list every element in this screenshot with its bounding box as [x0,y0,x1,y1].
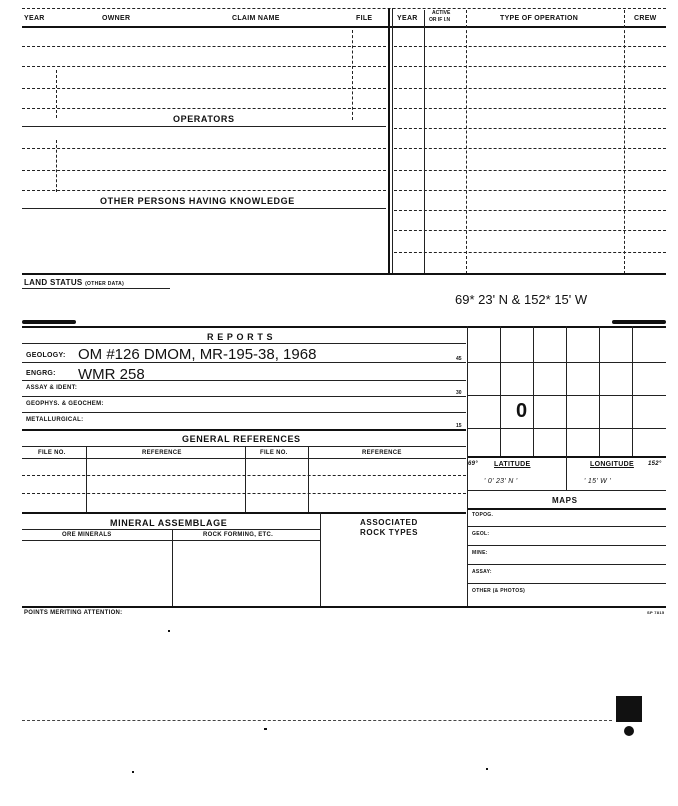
header-active-line1: ACTIVE [432,10,451,16]
maps-topog: TOPOG. [472,512,494,518]
maps-mine: MINE: [472,550,488,556]
maps-row-2 [468,545,666,546]
right-row-6 [394,148,666,149]
grid-v-4 [599,326,600,456]
engrg-value: WMR 258 [78,366,145,383]
mineral-title-rule [22,529,320,530]
grid-v-5 [632,326,633,456]
mineral-header-rule [22,540,320,541]
right-row-5 [394,128,666,129]
right-row-10 [394,230,666,231]
maps-geol: GEOL: [472,531,490,537]
maps-assay: ASSAY: [472,569,492,575]
other-persons-rule [22,208,386,209]
gen-ref-header-rule [22,458,466,459]
right-row-2 [394,66,666,67]
metallurgical-label: METALLURGICAL: [26,417,84,423]
lat-long-rule [468,490,666,491]
row-number-30: 30 [456,390,462,396]
other-persons-label: OTHER PERSONS HAVING KNOWLEDGE [100,196,295,206]
ref-file-no-2: FILE NO. [260,450,288,456]
header-year-2: YEAR [397,15,418,22]
edge-mark-left [22,320,76,324]
geophys-rule [22,412,466,413]
ore-minerals-label: ORE MINERALS [62,532,112,538]
left-row-1 [22,46,386,47]
points-meriting-label: POINTS MERITING ATTENTION: [24,610,123,616]
right-row-8 [394,190,666,191]
mineral-assemblage-title: MINERAL ASSEMBLAGE [110,518,228,528]
edge-mark-right [612,320,666,324]
assay-label: ASSAY & IDENT: [26,385,78,391]
coordinates-note: 69* 23' N & 152* 15' W [455,292,588,307]
scan-artifact-dot [624,726,634,736]
top-table-bottom [22,273,666,275]
longitude-value: ' 15' W ' [584,478,611,485]
geology-rule [22,362,466,363]
top-border [22,8,666,9]
longitude-suffix: 152° [648,461,662,467]
op-row-2 [22,170,386,171]
land-status-label: LAND STATUS (OTHER DATA) [24,278,125,287]
gen-ref-bottom [22,512,466,514]
operators-label: OPERATORS [173,114,235,124]
grid-v-2 [533,326,534,456]
ref-reference-2: REFERENCE [362,450,402,456]
right-row-11 [394,252,666,253]
left-row-2 [22,66,386,67]
scan-artifact-block [616,696,642,722]
header-active-line2: OR IF I.N [429,17,451,23]
reports-title-rule [22,343,466,344]
longitude-label: LONGITUDE [590,461,634,468]
right-row-7 [394,170,666,171]
gen-ref-col-2 [245,446,246,512]
scan-artifact-speck-3 [132,771,134,773]
header-type-of-operation: TYPE OF OPERATION [500,15,579,22]
header-rule [22,26,666,28]
form-number: SP 7815 [647,610,665,615]
left-col-divider-1 [56,70,57,118]
grid-v-3 [566,326,567,456]
associated-line-1: ASSOCIATED [360,518,418,527]
maps-row-1 [468,526,666,527]
mineral-bottom [22,606,666,608]
gen-ref-col-3 [308,446,309,512]
ref-file-no-1: FILE NO. [38,450,66,456]
associated-line-2: ROCK TYPES [360,528,419,537]
op-row-1 [22,148,386,149]
gen-ref-col-1 [86,446,87,512]
rock-forming-label: ROCK FORMING, ETC. [203,532,274,538]
scan-artifact-speck-1 [264,728,267,730]
maps-row-4 [468,583,666,584]
lat-long-divider [566,456,567,490]
assay-rule [22,396,466,397]
grid-h-1 [468,362,666,363]
right-col-divider-3 [624,10,625,274]
geophys-label: GEOPHYS. & GEOCHEM: [26,401,104,407]
header-file: FILE [356,15,373,22]
gen-ref-title-rule [22,446,466,447]
right-row-3 [394,88,666,89]
scan-artifact-speck-4 [486,768,488,770]
center-divider-2 [392,8,393,274]
header-year: YEAR [24,15,45,22]
row-number-15: 15 [456,423,462,429]
reports-top-rule [22,326,666,328]
file-col-divider [352,30,353,120]
geology-label: GEOLOGY: [26,352,66,359]
grid-h-3 [468,428,666,429]
right-col-divider-1 [424,10,425,274]
latitude-prefix: 69° [468,461,478,467]
left-row-3 [22,88,386,89]
maps-row-3 [468,564,666,565]
grid-v-1 [500,326,501,456]
operators-rule [22,126,386,127]
left-row-4 [22,108,386,109]
engrg-label: ENGRG: [26,370,56,377]
gen-ref-row-2 [22,493,466,494]
reports-title: R E P O R T S [207,332,274,342]
header-owner: OWNER [102,15,131,22]
engrg-rule [22,380,466,381]
center-divider [388,8,390,274]
latitude-value: ' 0' 23' N ' [484,478,518,485]
right-col-divider-2 [466,10,467,274]
latitude-label: LATITUDE [494,461,531,468]
maps-other: OTHER (& PHOTOS) [472,588,526,594]
grid-bottom [468,456,666,458]
right-row-1 [394,46,666,47]
grid-h-2 [468,395,666,396]
associated-divider [320,512,321,607]
right-row-4 [394,108,666,109]
header-claim-name: CLAIM NAME [232,15,280,22]
maps-title-rule [468,508,666,510]
right-row-9 [394,210,666,211]
metallurgical-rule [22,429,466,431]
general-references-title: GENERAL REFERENCES [182,434,301,444]
reports-right-divider [467,326,468,608]
scan-artifact-line [22,720,612,721]
row-number-45: 45 [456,356,462,362]
geology-value: OM #126 DMOM, MR-195-38, 1968 [78,346,317,363]
gen-ref-row-1 [22,475,466,476]
op-row-3 [22,190,386,191]
header-crew: CREW [634,15,657,22]
scan-artifact-speck-2 [168,630,170,632]
location-marker: 0 [516,400,528,422]
maps-title: MAPS [552,496,578,505]
mineral-col-divider [172,529,173,607]
ref-reference-1: REFERENCE [142,450,182,456]
land-status-underline [22,288,170,289]
